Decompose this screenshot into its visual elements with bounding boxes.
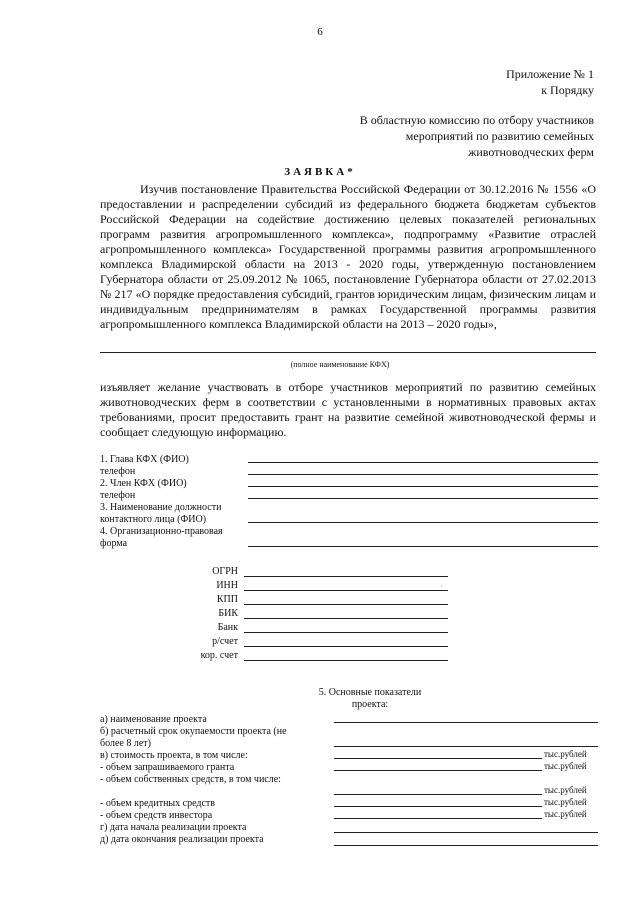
project-item-own-funds: - объем собственных средств, в том числе:	[100, 774, 281, 785]
member-phone-line[interactable]	[248, 498, 598, 499]
start-date-line[interactable]	[334, 832, 598, 833]
account-line[interactable]	[244, 646, 448, 647]
bank-label-bank: Банк	[217, 622, 238, 633]
contact-person-line[interactable]	[248, 522, 598, 523]
investor-line[interactable]	[334, 818, 542, 819]
bank-label-inn: ИНН	[216, 580, 238, 591]
project-item-payback-cont: более 8 лет)	[100, 738, 151, 749]
member-name-line[interactable]	[248, 486, 598, 487]
project-item-name: а) наименование проекта	[100, 714, 207, 725]
kfh-name-caption: (полное наименование КФХ)	[290, 360, 390, 369]
field-label-head-phone: телефон	[100, 466, 136, 477]
page-number: 6	[317, 26, 323, 38]
field-label-form: форма	[100, 538, 128, 549]
field-label-member-name: 2. Член КФХ (ФИО)	[100, 478, 187, 489]
project-item-cost: в) стоимость проекта, в том числе:	[100, 750, 248, 761]
ogrn-line[interactable]	[244, 576, 448, 577]
section5-subtitle: проекта:	[351, 699, 389, 710]
appendix-line-1: Приложение № 1	[506, 67, 594, 81]
payback-line[interactable]	[334, 746, 598, 747]
inn-line[interactable]	[244, 590, 448, 591]
investor-unit: тыс.рублей	[544, 809, 587, 819]
credit-unit: тыс.рублей	[544, 797, 587, 807]
document-title: ЗАЯВКА*	[284, 166, 356, 178]
bik-line[interactable]	[244, 618, 448, 619]
head-phone-line[interactable]	[248, 474, 598, 475]
project-item-end-date: д) дата окончания реализации проекта	[100, 834, 264, 845]
field-label-head-name: 1. Глава КФХ (ФИО)	[100, 454, 189, 465]
bank-line[interactable]	[244, 632, 448, 633]
stray-mark-icon: ·	[440, 582, 443, 591]
kfh-name-line[interactable]	[100, 352, 596, 353]
intro-paragraph: Изучив постановление Правительства Российской Федерации от 30.12.2016 № 1556 «О предоставлении и распределении субсидий из федерального бюджета бюджетам субъектов Российской Федерации на содействие достижению целевых показателей региональных программ развития агропромышленного комплекса», подпрограмму «Развитие отраслей агропромышленного комплекса» Государственной программы развития агропромышленного комплекса Владимирской области на 2013 - 2020 годы, утвержденную постановлением Губернатора области от 25.09.2012 № 1065, постановление Губернатора области от 27.02.2013 № 217 «О порядке предоставления субсидий, грантов юридическим лицам, физическим лицам и индивидуальным предпринимателям в рамках Государственной программы развития агропромышленного комплекса Владимирской области на 2013 – 2020 годы»,	[100, 182, 596, 331]
corr-account-line[interactable]	[244, 660, 448, 661]
bank-label-kpp: КПП	[216, 594, 238, 605]
cost-unit: тыс.рублей	[544, 749, 587, 759]
project-item-start-date: г) дата начала реализации проекта	[100, 822, 247, 833]
addressee-line-1: В областную комиссию по отбору участников	[359, 113, 594, 127]
kpp-line[interactable]	[244, 604, 448, 605]
end-date-line[interactable]	[334, 845, 598, 846]
cost-line[interactable]	[334, 758, 542, 759]
addressee-line-2: мероприятий по развитию семейных	[405, 129, 594, 143]
bank-label-bik: БИК	[218, 608, 238, 619]
field-label-position: 3. Наименование должности	[100, 502, 222, 513]
credit-line[interactable]	[334, 806, 542, 807]
field-label-member-phone: телефон	[100, 490, 136, 501]
own-funds-unit: тыс.рублей	[544, 785, 587, 795]
field-label-contact-person: контактного лица (ФИО)	[100, 514, 207, 525]
project-item-investor: - объем средств инвестора	[100, 810, 213, 821]
field-label-legal-form: 4. Организационно-правовая	[100, 526, 223, 537]
appendix-header	[506, 66, 594, 98]
grant-line[interactable]	[334, 770, 542, 771]
bank-label-ogrn: ОГРН	[212, 566, 238, 577]
project-name-line[interactable]	[334, 722, 598, 723]
bank-label-corr-account: кор. счет	[200, 650, 238, 661]
statement-paragraph: изъявляет желание участвовать в отборе участников мероприятий по развитию семейных животноводческих ферм в соответствии с установленными в нормативных правовых актах требованиями, просит предоставить грант на развитие семейной животноводческой фермы и сообщает следующую информацию.	[100, 380, 596, 439]
project-item-credit: - объем кредитных средств	[100, 798, 216, 809]
project-item-payback: б) расчетный срок окупаемости проекта (не	[100, 726, 287, 737]
addressee-line-3: животноводческих ферм	[468, 145, 594, 159]
head-name-line[interactable]	[248, 462, 598, 463]
bank-label-account: р/счет	[212, 636, 238, 647]
appendix-line-2: к Порядку	[541, 83, 594, 97]
grant-unit: тыс.рублей	[544, 761, 587, 771]
legal-form-line[interactable]	[248, 546, 598, 547]
addressee-block	[360, 112, 594, 160]
own-funds-line[interactable]	[334, 794, 542, 795]
section5-title: 5. Основные показатели	[318, 687, 422, 698]
project-item-grant: - объем запрашиваемого гранта	[100, 762, 235, 773]
